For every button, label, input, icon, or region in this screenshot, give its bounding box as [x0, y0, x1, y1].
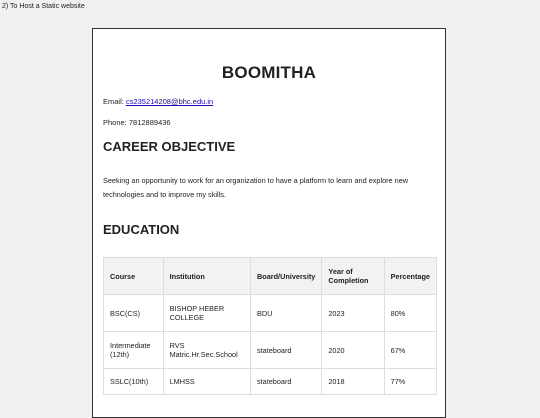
email-label: Email:	[103, 97, 124, 106]
cell-board: stateboard	[250, 369, 321, 395]
cell-institution: RVS Matric.Hr.Sec.School	[163, 332, 250, 369]
career-objective-text: Seeking an opportunity to work for an organization to have a platform to learn and explore new technologies and to improve my skills.	[103, 176, 409, 199]
table-row	[104, 369, 437, 395]
cell-percentage: 77%	[384, 369, 436, 395]
cell-institution: LMHSS	[163, 369, 250, 395]
cell-percentage: 80%	[384, 295, 436, 332]
page-note: 2) To Host a Static website	[2, 3, 85, 10]
cell-board: stateboard	[250, 332, 321, 369]
header-year: Year of Completion	[322, 258, 384, 295]
education-table	[103, 257, 437, 395]
table-row	[104, 332, 437, 369]
cell-board: BDU	[250, 295, 321, 332]
header-board: Board/University	[250, 258, 321, 295]
resume-name: BOOMITHA	[221, 63, 317, 82]
phone-label: Phone:	[103, 118, 127, 127]
table-row	[104, 295, 437, 332]
phone-line	[103, 118, 435, 127]
email-line	[103, 97, 435, 106]
cell-year: 2023	[322, 295, 384, 332]
table-header-row	[104, 258, 437, 295]
cell-course: Intermediate (12th)	[104, 332, 164, 369]
cell-course: BSC(CS)	[104, 295, 164, 332]
header-percentage: Percentage	[384, 258, 436, 295]
cell-year: 2020	[322, 332, 384, 369]
cell-percentage: 67%	[384, 332, 436, 369]
cell-institution: BISHOP HEBER COLLEGE	[163, 295, 250, 332]
cell-course: SSLC(10th)	[104, 369, 164, 395]
career-objective-heading: CAREER OBJECTIVE	[103, 139, 236, 154]
resume-card	[92, 28, 446, 418]
education-heading: EDUCATION	[103, 222, 180, 237]
header-institution: Institution	[163, 258, 250, 295]
phone-number: 7812889436	[128, 118, 171, 127]
email-link[interactable]: cs235214208@bhc.edu.in	[125, 97, 214, 106]
cell-year: 2018	[322, 369, 384, 395]
header-course: Course	[104, 258, 164, 295]
